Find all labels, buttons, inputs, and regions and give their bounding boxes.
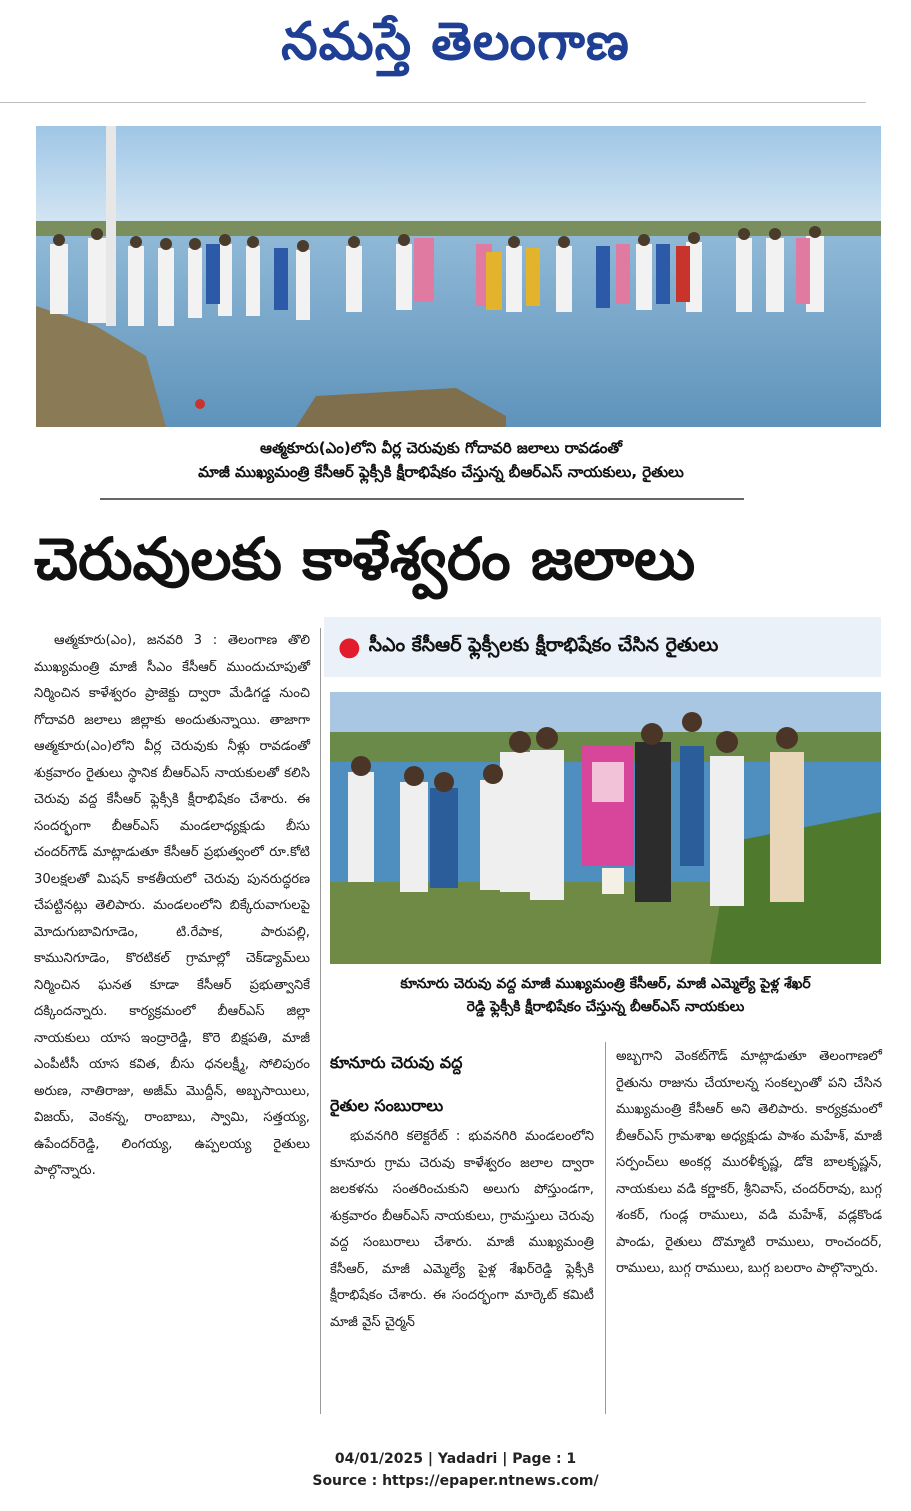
second-caption-line-1: కూనూరు చెరువు వద్ద మాజీ ముఖ్యమంత్రి కేసీఆర్, మాజీ ఎమ్మెల్యే పైళ్ల శేఖర్ [400,976,811,992]
second-photo [330,692,881,964]
masthead-divider [0,102,866,103]
subheadline-box [324,617,881,677]
newspaper-logo: నమస్తే తెలంగాణ [281,12,630,72]
column-divider [320,628,321,1414]
caption-divider [100,498,744,500]
page-footer [0,1448,911,1492]
column-divider [605,1042,606,1414]
article-left-body: ఆత్మకూరు(ఎం), జనవరి 3 : తెలంగాణ తొలి ముఖ్యమంత్రి మాజీ సీఎం కేసీఆర్ ముందుచూపుతో నిర్మించిన కాళేశ్వరం ప్రాజెక్టు ద్వారా మేడిగడ్డ నుంచి గోదావరి జలాలు జిల్లాకు అందుతున్నాయి. తాజాగా ఆత్మకూరు(ఎం)లోని వీర్ల చెరువుకు నీళ్లు రావడంతో శుక్రవారం రైతులు స్థానిక బీఆర్ఎస్ నాయకులతో కలిసి చెరువు వద్ద కేసీఆర్ ఫ్లెక్సీకి క్షీరాభిషేకం చేశారు. ఈ సందర్భంగా బీఆర్ఎస్ మండలాధ్యక్షుడు బీసు చందర్‌గౌడ్ మాట్లాడుతూ కేసీఆర్ ప్రభుత్వంలో రూ.కోటి 30లక్షలతో మిషన్ కాకతీయలో చెరువు పునరుద్ధరణ చేపట్టినట్లు తెలిపారు. మండలంలోని బిక్కేరువాగులపై మోదుగుబావిగూడెం, టి.రేపాక, పారుపల్లి, కామునిగూడెం, కొరటికల్ గ్రామాల్లో చెక్‌డ్యామ్‌లు నిర్మించిన ఘనత కూడా కేసీఆర్ ప్రభుత్వానికే దక్కిందన్నారు. కార్యక్రమంలో బీఆర్ఎస్ జిల్లా నాయకులు యాస ఇంద్రారెడ్డి, కొరె బిక్షపతి, మాజీ ఎంపీటీసీ యాస కవిత, బీసు ధనలక్ష్మీ, సోలిపురం అరుణ, నాతిరాజు, అజీమ్ మొద్దీన్, అబ్బసాయిలు, విజయ్, వెంకన్న, రాంబాబు, స్వామి, సత్తయ్య, ఉపేందర్‌రెడ్డి, లింగయ్య, ఉప్పలయ్య రైతులు పాల్గొన్నారు. [34,633,310,1178]
footer-source: Source : https://epaper.ntnews.com/ [312,1473,599,1489]
sub-article-middle-column [330,1124,594,1336]
bullet-icon: ● [338,632,361,662]
top-caption-line-2: మాజీ ముఖ్యమంత్రి కేసీఆర్ ఫ్లెక్సీకి క్షీరాభిషేకం చేస్తున్న బీఆర్ఎస్ నాయకులు, రైతులు [198,463,684,481]
second-photo-caption [330,973,881,1019]
sub-article-heading-line-2: రైతుల సంబురాలు [330,1096,444,1115]
top-caption-line-1: ఆత్మకూరు(ఎం)లోని వీర్ల చెరువుకు గోదావరి జలాలు రావడంతో [260,439,622,457]
top-photo-caption [36,436,846,484]
masthead [0,0,911,96]
sub-article-body-middle: భువనగిరి కలెక్టరేట్ : భువనగిరి మండలంలోని కూనూరు గ్రామ చెరువు కాళేశ్వరం జలాల ద్వారా జలకళను సంతరించుకుని అలుగు పోస్తుండగా, శుక్రవారం బీఆర్ఎస్ నాయకులు, గ్రామస్తులు చెరువు వద్ద సంబురాలు చేశారు. మాజీ ముఖ్యమంత్రి కేసీఆర్, మాజీ ఎమ్మెల్యే పైళ్ల శేఖర్‌రెడ్డి ఫ్లెక్సీకి క్షీరాభిషేకం చేశారు. ఈ సందర్భంగా మార్కెట్ కమిటీ మాజీ వైస్ చైర్మన్ [330,1129,594,1330]
article-left-column [34,628,310,1185]
second-caption-line-2: రెడ్డి ఫ్లెక్సీకి క్షీరాభిషేకం చేస్తున్న బీఆర్ఎస్ నాయకులు [466,999,745,1015]
sub-article-right-column [616,1044,882,1283]
sub-article-body-right: అబ్బగాని వెంకట్‌గౌడ్ మాట్లాడుతూ తెలంగాణలో రైతును రాజును చేయాలన్న సంకల్పంతో పని చేసిన ముఖ్యమంత్రి కేసీఆర్ అని తెలిపారు. కార్యక్రమంలో బీఆర్ఎస్ గ్రామశాఖ అధ్యక్షుడు పాశం మహేశ్, మాజీ సర్పంచ్‌లు అంకర్ల మురళీకృష్ణ, డోకె బాలకృష్ణన్, నాయకులు వడి కర్ణాకర్, శ్రీనివాస్, చందర్‌రావు, బుగ్గ శంకర్, గుండ్ల రాములు, వడి మహేశ్, వడ్లకొండ పాండు, రైతులు దొమ్మాటి రాములు, రాంచందర్, రాములు, బుగ్గ రాములు, బుగ్గ బలరాం పాల్గొన్నారు. [616,1049,882,1276]
photo-farmers-in-lake-icon [36,126,881,427]
top-photo [36,126,881,427]
footer-date-edition: 04/01/2025 | Yadadri | Page : 1 [334,1451,577,1467]
subheadline: సీఎం కేసీఆర్ ఫ్లెక్సీలకు క్షీరాభిషేకం చేసిన రైతులు [368,633,719,656]
photo-people-with-flex-banner-icon [330,692,881,964]
main-headline: చెరువులకు కాళేశ్వరం జలాలు [34,525,696,593]
sub-article-heading-line-1: కూనూరు చెరువు వద్ద [330,1053,463,1072]
